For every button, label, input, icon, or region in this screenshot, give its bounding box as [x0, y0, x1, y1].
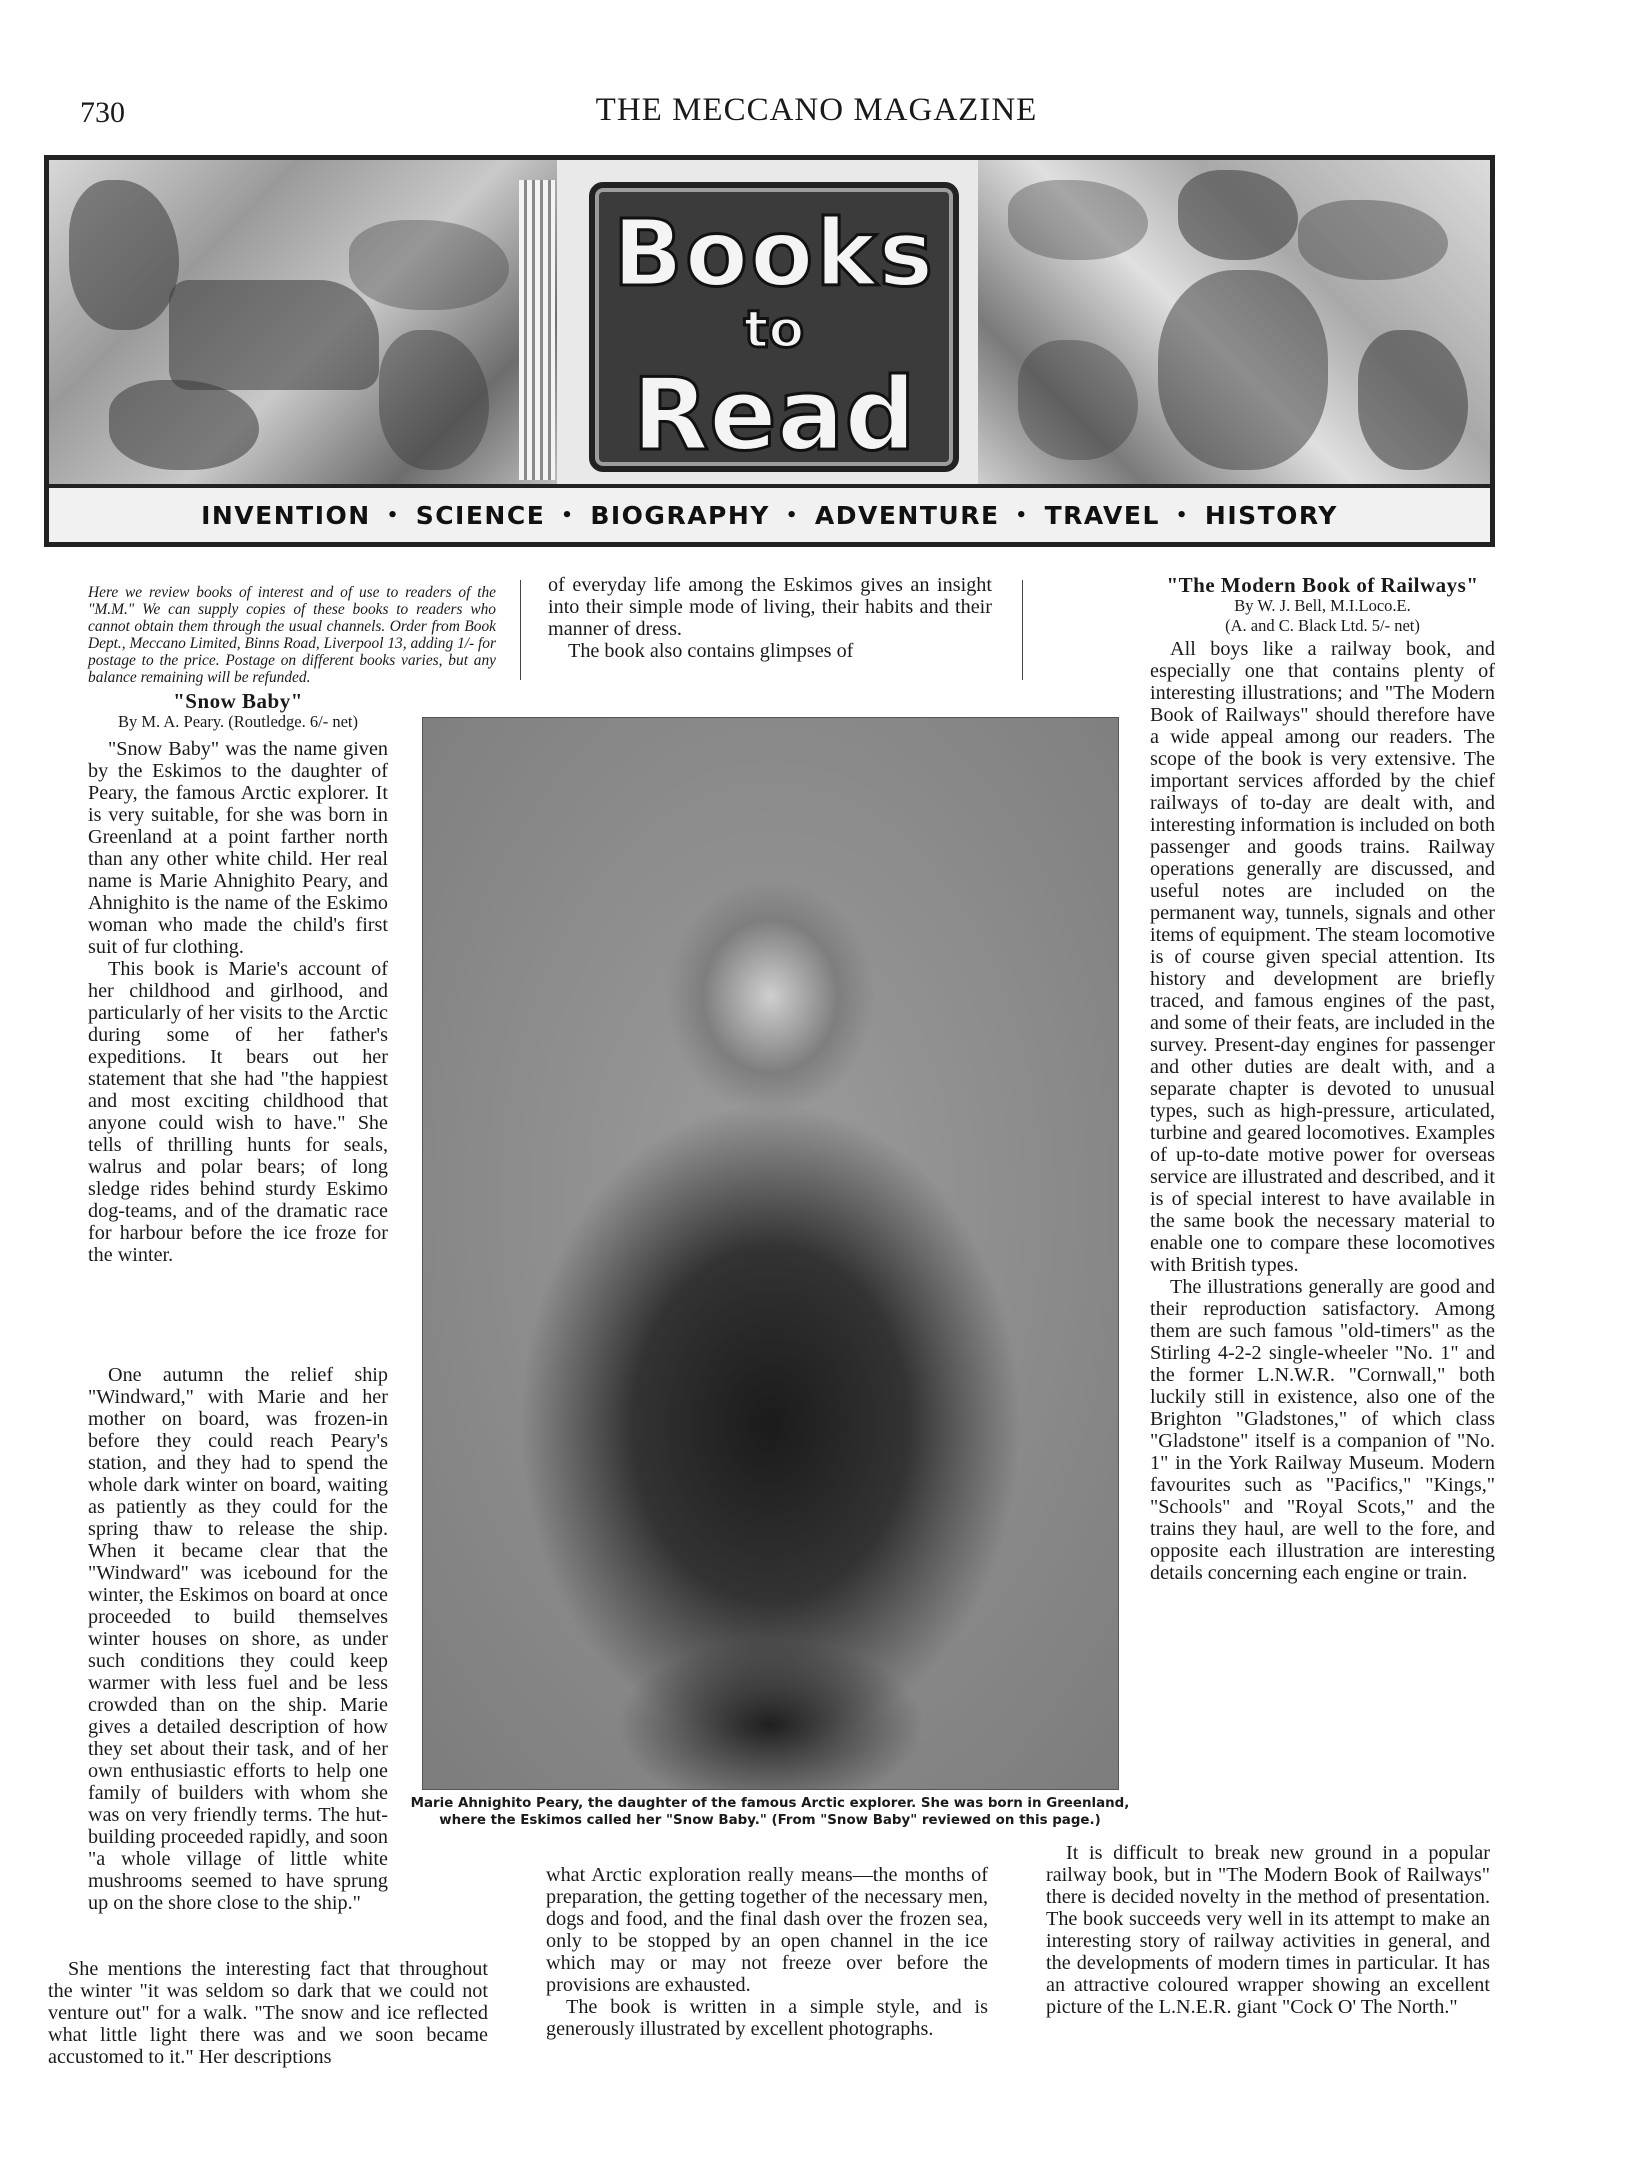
review-snow-baby-column: [88, 690, 388, 1266]
column-rule: [1022, 580, 1023, 680]
review-snow-baby-column-cont: [88, 1364, 388, 1914]
category-history: HISTORY: [1204, 500, 1338, 530]
category-separator: •: [785, 504, 799, 526]
review-paragraph: what Arctic exploration really means—the months of preparation, the getting together of the necessary men, dogs and food, and the final dash over the frozen sea, only to be stopped by an open channel in the ice which may or may not freeze over before the provisions are exhausted.: [546, 1864, 988, 1996]
review-snow-baby-col2-top: [548, 574, 992, 662]
review-paragraph: The book also contains glimpses of: [568, 640, 854, 662]
books-to-read-banner: [44, 155, 1495, 547]
magazine-title: THE MECCANO MAGAZINE: [595, 92, 1038, 128]
banner-title-plate: [589, 182, 959, 472]
review-paragraph: The book is written in a simple style, and is generously illustrated by excellent photographs.: [546, 1996, 988, 2040]
review-title: "Snow Baby": [173, 689, 303, 713]
review-paragraph: This book is Marie's account of her childhood and girlhood, and particularly of her visits to the Arctic during some of her father's expeditions. It bears out her statement that she had "the happiest and most exciting childhood that anyone could wish to have." She tells of thrilling hunts for seals, walrus and polar bears; of long sledge rides behind sturdy Eskimo dog-teams, and of the dramatic race for harbour before the ice froze for the winter.: [88, 958, 388, 1266]
category-separator: •: [1015, 504, 1029, 526]
review-publisher: (A. and C. Black Ltd. 5/- net): [1225, 616, 1420, 635]
category-science: SCIENCE: [415, 500, 546, 530]
review-snow-baby-col2-bottom: [546, 1864, 988, 2040]
review-paragraph: One autumn the relief ship "Windward," with Marie and her mother on board, was frozen-in before they could reach Peary's station, and they had to spend the whole dark winter on board, waiting as patiently as they could for the spring thaw to release the ship. When it became clear that the "Windward" was icebound for the winter, the Eskimos on board at once proceeded to build themselves winter houses on shore, as under such conditions they could keep warmer with less fuel and be less crowded than on the ship. Marie gives a detailed description of how they set about their task, and of her own enthusiastic efforts to help one family of builders with whom she was on very friendly terms. The hut-building proceeded rapidly, and soon "a whole village of little white mushrooms seemed to have sprung up on the shore close to the ship.": [88, 1364, 388, 1914]
category-separator: •: [561, 504, 575, 526]
category-biography: BIOGRAPHY: [590, 500, 770, 530]
photo-caption: Marie Ahnighito Peary, the daughter of the famous Arctic explorer. She was born in Greenland, where the Eskimos called her "Snow Baby." (From "Snow Baby" reviewed on this page.): [410, 1796, 1130, 1828]
banner-illustration-left: [49, 160, 557, 485]
review-snow-baby-column-end: [48, 1958, 488, 2068]
review-paragraph: All boys like a railway book, and especially one that contains plenty of interesting illustrations; and "The Modern Book of Railways" should therefore have a wide appeal among our readers. The scope of the book is very extensive. The important services afforded by the chief railways of to-day are dealt with, and interesting information is included on both passenger and goods trains. Railway operations generally are discussed, and useful notes are included on the permanent way, tunnels, signals and other items of equipment. The steam locomotive is of course given special attention. Its history and development are briefly traced, and famous engines of the past, and some of their feats, are included in the survey. Present-day engines for passenger and other duties are dealt with, and a separate chapter is devoted to unusual types, such as high-pressure, articulated, turbine and geared locomotives. Examples of up-to-date motive power for overseas service are illustrated and described, and it is of special interest to have available in the same book the necessary material to enable one to compare these locomotives with British types.: [1150, 638, 1495, 1276]
review-railways-column: [1150, 574, 1495, 1584]
column-rule: [520, 580, 521, 680]
banner-title-to: to: [743, 300, 805, 360]
category-travel: TRAVEL: [1044, 500, 1160, 530]
review-paragraph: of everyday life among the Eskimos gives an insight into their simple mode of living, their habits and their manner of dress.: [548, 574, 992, 640]
review-paragraph: She mentions the interesting fact that throughout the winter "it was seldom so dark that we could not venture out" for a walk. "The snow and ice reflected what little light there was and we soon became accustomed to it." Her descriptions: [48, 1958, 488, 2068]
review-byline: By M. A. Peary. (Routledge. 6/- net): [118, 712, 358, 731]
category-adventure: ADVENTURE: [814, 500, 1000, 530]
review-byline: By W. J. Bell, M.I.Loco.E.: [1234, 596, 1411, 615]
banner-pillar-left: [519, 180, 555, 480]
category-invention: INVENTION: [201, 500, 371, 530]
snow-baby-photograph: [422, 717, 1119, 1790]
banner-illustration-right: [978, 160, 1490, 485]
review-paragraph: It is difficult to break new ground in a popular railway book, but in "The Modern Book of Railways" there is decided novelty in the method of presentation. The book succeeds very well in its attempt to make an interesting story of railway activities in general, and the developments of modern times in particular. It has an attractive coloured wrapper showing an excellent picture of the L.N.E.R. giant "Cock O' The North.": [1046, 1842, 1490, 2018]
review-railways-column-bottom: [1046, 1842, 1490, 2018]
banner-title-read: Read: [632, 356, 916, 473]
review-paragraph: The illustrations generally are good and their reproduction satisfactory. Among them are such famous "old-timers" as the Stirling 4-2-2 single-wheeler "No. 1" and the former L.N.W.R. "Cornwall," both luckily still in existence, also one of the Brighton "Gladstones," of which class "Gladstone" itself is a companion of "No. 1" in the York Railway Museum. Modern favourites such as "Pacifics," "Kings," "Schools" and "Royal Scots," and the trains they haul, are well to the fore, and opposite each illustration are interesting details concerning each engine or train.: [1150, 1276, 1495, 1584]
intro-note: Here we review books of interest and of use to readers of the "M.M." We can supply copies of these books to readers who cannot obtain them through the usual channels. Order from Book Dept., Meccano Limited, Binns Road, Liverpool 13, adding 1/- for postage to the price. Postage on different books varies, but any balance remaining will be refunded.: [88, 584, 496, 686]
banner-category-strip: [49, 484, 1490, 542]
review-title: "The Modern Book of Railways": [1166, 573, 1479, 597]
category-separator: •: [386, 504, 400, 526]
banner-title-books: Books: [612, 200, 936, 307]
category-separator: •: [1175, 504, 1189, 526]
review-paragraph: "Snow Baby" was the name given by the Eskimos to the daughter of Peary, the famous Arctic explorer. It is very suitable, for she was born in Greenland at a point farther north than any other white child. Her real name is Marie Ahnighito Peary, and Ahnighito is the name of the Eskimo woman who made the child's first suit of fur clothing.: [88, 738, 388, 958]
page-number: 730: [80, 96, 125, 129]
